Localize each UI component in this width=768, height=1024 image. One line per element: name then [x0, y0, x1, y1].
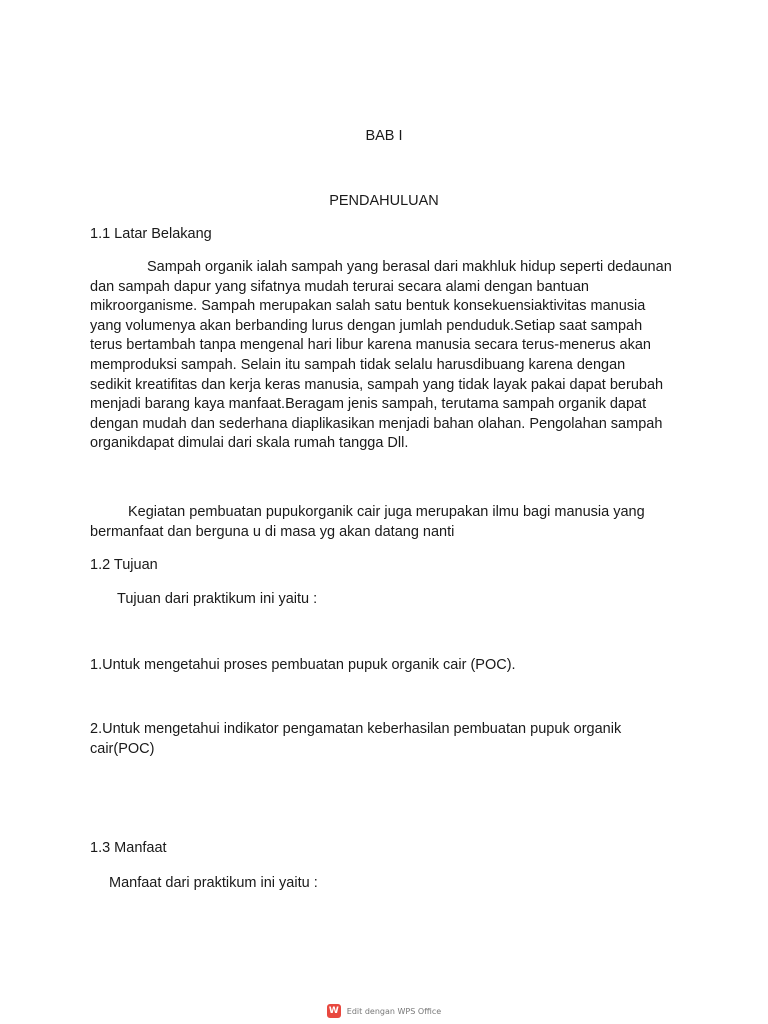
tujuan-item-1: 1.Untuk mengetahui proses pembuatan pupuk organik cair (POC). [90, 657, 516, 673]
tujuan-intro: Tujuan dari praktikum ini yaitu : [117, 591, 318, 607]
paragraph-line: Kegiatan pembuatan pupukorganik cair juga merupakan ilmu bagi manusia yang [128, 504, 645, 520]
paragraph-line: Sampah organik ialah sampah yang berasal dari makhluk hidup seperti dedaunan [147, 259, 672, 275]
paragraph-line: sedikit kreatifitas dan kerja keras manusia, sampah yang tidak layak pakai dapat berubah [90, 376, 664, 393]
chapter-label: BAB I [365, 128, 403, 144]
paragraph-line: 2.Untuk mengetahui indikator pengamatan keberhasilan pembuatan pupuk organik [90, 721, 622, 737]
paragraph-line: organikdapat dimulai dari skala rumah tangga Dll. [90, 435, 409, 452]
paragraph-line: memproduksi sampah. Selain itu sampah tidak selalu harusdibuang karena dengan [90, 356, 626, 373]
tujuan-item-2 [90, 720, 690, 759]
wps-logo-icon: W [327, 1004, 341, 1018]
chapter-title: PENDAHULUAN [329, 193, 439, 209]
wps-footer-text[interactable]: Edit dengan WPS Office [346, 1006, 442, 1016]
paragraph-line: dan sampah dapur yang sifatnya mudah terurai secara alami dengan bantuan [90, 278, 589, 295]
paragraph-line: cair(POC) [90, 740, 155, 757]
paragraph-line: terus bertambah tanpa mengenal hari libur karena manusia secara terus-menerus akan [90, 337, 651, 354]
paragraph-line: menjadi barang kaya manfaat.Beragam jenis sampah, terutama sampah organik dapat [90, 396, 647, 413]
paragraph-line: dengan mudah dan sederhana diaplikasikan menjadi bahan olahan. Pengolahan sampah [90, 415, 663, 432]
section-heading-manfaat: 1.3 Manfaat [90, 840, 167, 856]
paragraph-line: yang volumenya akan berbanding lurus dengan jumlah penduduk.Setiap saat sampah [90, 317, 643, 334]
wps-footer[interactable] [0, 1001, 768, 1021]
paragraph-kegiatan [90, 503, 690, 542]
paragraph-latar-belakang [90, 258, 690, 454]
section-heading-latar-belakang: 1.1 Latar Belakang [90, 226, 212, 242]
paragraph-line: mikroorganisme. Sampah merupakan salah satu bentuk konsekuensiaktivitas manusia [90, 298, 646, 315]
manfaat-intro: Manfaat dari praktikum ini yaitu : [109, 875, 318, 891]
section-heading-tujuan: 1.2 Tujuan [90, 557, 158, 573]
paragraph-line: bermanfaat dan berguna u di masa yg akan datang nanti [90, 523, 455, 540]
